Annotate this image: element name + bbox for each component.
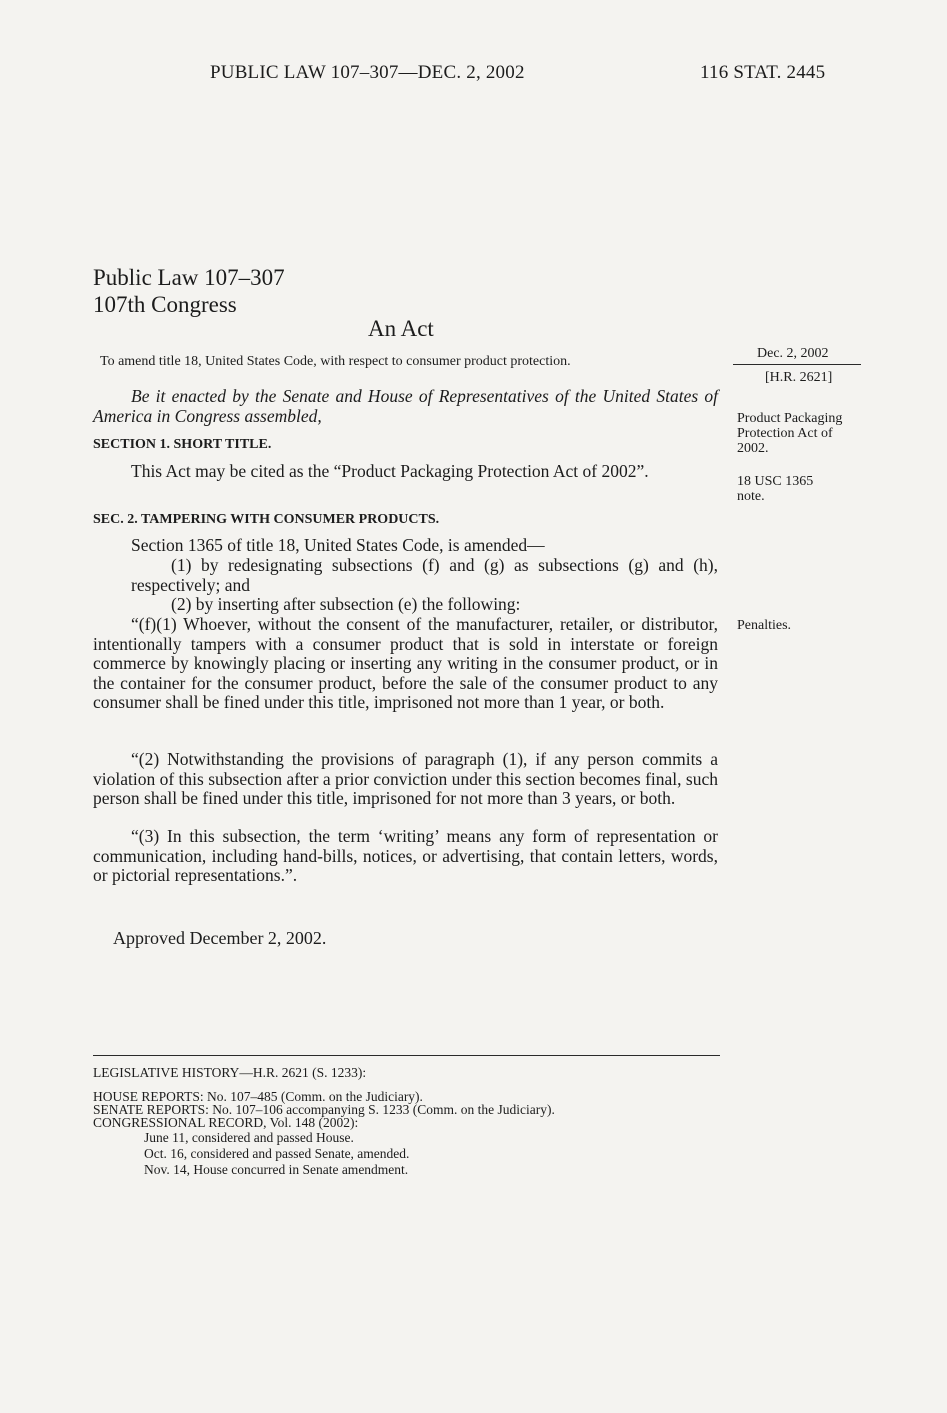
act-purpose: To amend title 18, United States Code, with respect to consumer product protection. (100, 354, 571, 369)
margin-date: Dec. 2, 2002 (757, 346, 829, 361)
amendment-item-2: (2) by inserting after subsection (e) the following: (171, 594, 521, 614)
legislative-action: June 11, considered and passed House. (144, 1130, 354, 1145)
congress-number: 107th Congress (93, 292, 237, 317)
section-1-heading: SECTION 1. SHORT TITLE. (93, 437, 272, 452)
margin-short-title-note: Product Packaging Protection Act of 2002. (737, 411, 843, 456)
running-header: PUBLIC LAW 107–307—DEC. 2, 2002 (210, 62, 525, 83)
stat-page-number: 116 STAT. 2445 (700, 62, 826, 83)
congressional-record-line: CONGRESSIONAL RECORD, Vol. 148 (2002): (93, 1115, 359, 1130)
house-reports-line: HOUSE REPORTS: No. 107–485 (Comm. on the Judiciary). (93, 1089, 423, 1104)
subsection-f2-text: “(2) Notwithstanding the provisions of paragraph (1), if any person commits a violation of this subsection after a prior conviction under this section becomes final, such person shall be fined under this title, imprisoned for not more than 3 years, or both. (93, 749, 718, 808)
margin-penalties-note: Penalties. (737, 618, 792, 633)
margin-usc-note: 18 USC 1365 note. (737, 474, 814, 504)
act-heading: An Act (368, 316, 434, 341)
approval-date: Approved December 2, 2002. (113, 928, 327, 948)
subsection-f3-text: “(3) In this subsection, the term ‘writing’ means any form of representation or communication, including hand-bills, notices, or advertising, that contain letters, words, or pictorial representations.”. (93, 826, 718, 885)
section-2-heading: SEC. 2. TAMPERING WITH CONSUMER PRODUCTS. (93, 512, 440, 527)
subsection-f1-text: “(f)(1) Whoever, without the consent of the manufacturer, retailer, or distributor, intentionally tampers with a consumer product that is sold in interstate or foreign commerce by knowingly placing or inserting any writing in the consumer product, or in the container for the consumer product, before the sale of the consumer product to any consumer shall be fined under this title, imprisoned not more than 1 year, or both. (93, 614, 718, 712)
section-1-text: This Act may be cited as the “Product Packaging Protection Act of 2002”. (131, 461, 649, 481)
legislative-history-heading: LEGISLATIVE HISTORY—H.R. 2621 (S. 1233): (93, 1065, 367, 1080)
senate-reports-line: SENATE REPORTS: No. 107–106 accompanying S. 1233 (Comm. on the Judiciary). (93, 1102, 555, 1117)
legislative-action: Nov. 14, House concurred in Senate amendment. (144, 1162, 409, 1177)
margin-divider (733, 364, 861, 365)
legislative-action: Oct. 16, considered and passed Senate, amended. (144, 1146, 410, 1161)
section-2-intro: Section 1365 of title 18, United States Code, is amended— (131, 535, 545, 555)
margin-bill-number: [H.R. 2621] (765, 370, 833, 385)
enacting-clause: Be it enacted by the Senate and House of Representatives of the United States of America in Congress assembled, (93, 386, 718, 426)
public-law-number: Public Law 107–307 (93, 265, 285, 290)
amendment-item-1: (1) by redesignating subsections (f) and (g) as subsections (g) and (h), respectively; and (131, 555, 718, 595)
legislative-history-divider (93, 1055, 720, 1056)
